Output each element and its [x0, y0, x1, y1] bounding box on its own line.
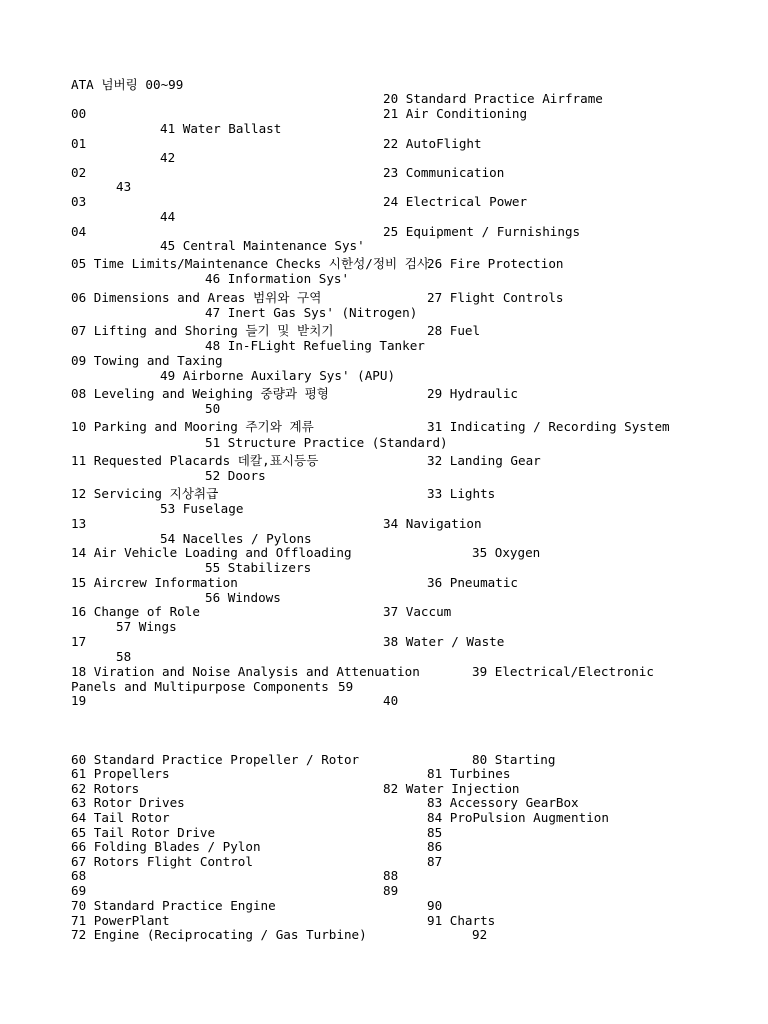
text-line: 17: [71, 634, 87, 649]
text-line: 88: [383, 868, 399, 883]
text-line: 41 Water Ballast: [160, 121, 282, 136]
text-line: 33 Lights: [427, 486, 496, 501]
document-title: ATA 넘버링 00~99: [71, 77, 184, 92]
text-line: 90: [427, 898, 443, 913]
text-line: 72 Engine (Reciprocating / Gas Turbine): [71, 927, 367, 942]
text-line: 47 Inert Gas Sys' (Nitrogen): [205, 305, 418, 320]
text-line: 46 Information Sys': [205, 271, 350, 286]
text-line: 83 Accessory GearBox: [427, 795, 579, 810]
text-line: 56 Windows: [205, 590, 281, 605]
text-line: 31 Indicating / Recording System: [427, 419, 670, 434]
text-line: 63 Rotor Drives: [71, 795, 185, 810]
text-line: 43: [116, 179, 132, 194]
text-line: 22 AutoFlight: [383, 136, 482, 151]
text-line: 44: [160, 209, 176, 224]
text-line: 12 Servicing 지상취급: [71, 486, 219, 501]
text-line: 62 Rotors: [71, 781, 140, 796]
text-line: 49 Airborne Auxilary Sys' (APU): [160, 368, 396, 383]
text-line: 42: [160, 150, 176, 165]
text-line: 14 Air Vehicle Loading and Offloading: [71, 545, 352, 560]
text-line: 87: [427, 854, 443, 869]
text-line: 70 Standard Practice Engine: [71, 898, 276, 913]
text-line: 15 Aircrew Information: [71, 575, 238, 590]
text-line: 37 Vaccum: [383, 604, 452, 619]
text-line: 28 Fuel: [427, 323, 481, 338]
text-line: 32 Landing Gear: [427, 453, 541, 468]
text-line: 27 Flight Controls: [427, 290, 564, 305]
text-line: 60 Standard Practice Propeller / Rotor: [71, 752, 360, 767]
text-line: 09 Towing and Taxing: [71, 353, 223, 368]
text-line: 52 Doors: [205, 468, 266, 483]
text-line: 48 In-FLight Refueling Tanker: [205, 338, 425, 353]
text-line: 39 Electrical/Electronic: [472, 664, 654, 679]
text-line: 06 Dimensions and Areas 범위와 구역: [71, 290, 322, 305]
text-line: 81 Turbines: [427, 766, 511, 781]
text-line: 89: [383, 883, 399, 898]
text-line: 24 Electrical Power: [383, 194, 528, 209]
text-line: 34 Navigation: [383, 516, 482, 531]
text-line: 02: [71, 165, 87, 180]
text-line: 61 Propellers: [71, 766, 170, 781]
text-line: 25 Equipment / Furnishings: [383, 224, 581, 239]
text-line: 18 Viration and Noise Analysis and Attenuation: [71, 664, 420, 679]
text-line: 21 Air Conditioning: [383, 106, 528, 121]
text-line: 71 PowerPlant: [71, 913, 170, 928]
text-line: Panels and Multipurpose Components: [71, 679, 329, 694]
text-line: 26 Fire Protection: [427, 256, 564, 271]
text-line: 00: [71, 106, 87, 121]
text-line: 64 Tail Rotor: [71, 810, 170, 825]
text-line: 82 Water Injection: [383, 781, 520, 796]
text-line: 67 Rotors Flight Control: [71, 854, 253, 869]
text-line: 36 Pneumatic: [427, 575, 518, 590]
text-line: 10 Parking and Mooring 주기와 계류: [71, 419, 314, 434]
text-line: 38 Water / Waste: [383, 634, 505, 649]
text-line: 16 Change of Role: [71, 604, 200, 619]
text-line: 57 Wings: [116, 619, 177, 634]
text-line: 65 Tail Rotor Drive: [71, 825, 216, 840]
text-line: 68: [71, 868, 87, 883]
text-line: 84 ProPulsion Augmention: [427, 810, 609, 825]
text-line: 53 Fuselage: [160, 501, 244, 516]
text-line: 04: [71, 224, 87, 239]
text-line: 08 Leveling and Weighing 중량과 평형: [71, 386, 329, 401]
text-line: 69: [71, 883, 87, 898]
text-line: 07 Lifting and Shoring 들기 및 받치기: [71, 323, 334, 338]
text-line: 35 Oxygen: [472, 545, 541, 560]
text-line: 66 Folding Blades / Pylon: [71, 839, 261, 854]
text-line: 03: [71, 194, 87, 209]
text-line: 01: [71, 136, 87, 151]
text-line: 13: [71, 516, 87, 531]
text-line: 45 Central Maintenance Sys': [160, 238, 365, 253]
text-line: 11 Requested Placards 데칼,표시등등: [71, 453, 319, 468]
text-line: 86: [427, 839, 443, 854]
text-line: 50: [205, 401, 221, 416]
text-line: 40: [383, 693, 399, 708]
text-line: 23 Communication: [383, 165, 505, 180]
text-line: 80 Starting: [472, 752, 556, 767]
text-line: 92: [472, 927, 488, 942]
text-line: 58: [116, 649, 132, 664]
text-line: 91 Charts: [427, 913, 496, 928]
text-line: 51 Structure Practice (Standard): [205, 435, 448, 450]
text-line: 85: [427, 825, 443, 840]
text-line: 55 Stabilizers: [205, 560, 312, 575]
text-line: 19: [71, 693, 87, 708]
text-line: 05 Time Limits/Maintenance Checks 시한성/정비 검사: [71, 256, 430, 271]
text-line: 54 Nacelles / Pylons: [160, 531, 312, 546]
text-line: 29 Hydraulic: [427, 386, 518, 401]
text-line: 59: [338, 679, 354, 694]
text-line: 20 Standard Practice Airframe: [383, 91, 603, 106]
